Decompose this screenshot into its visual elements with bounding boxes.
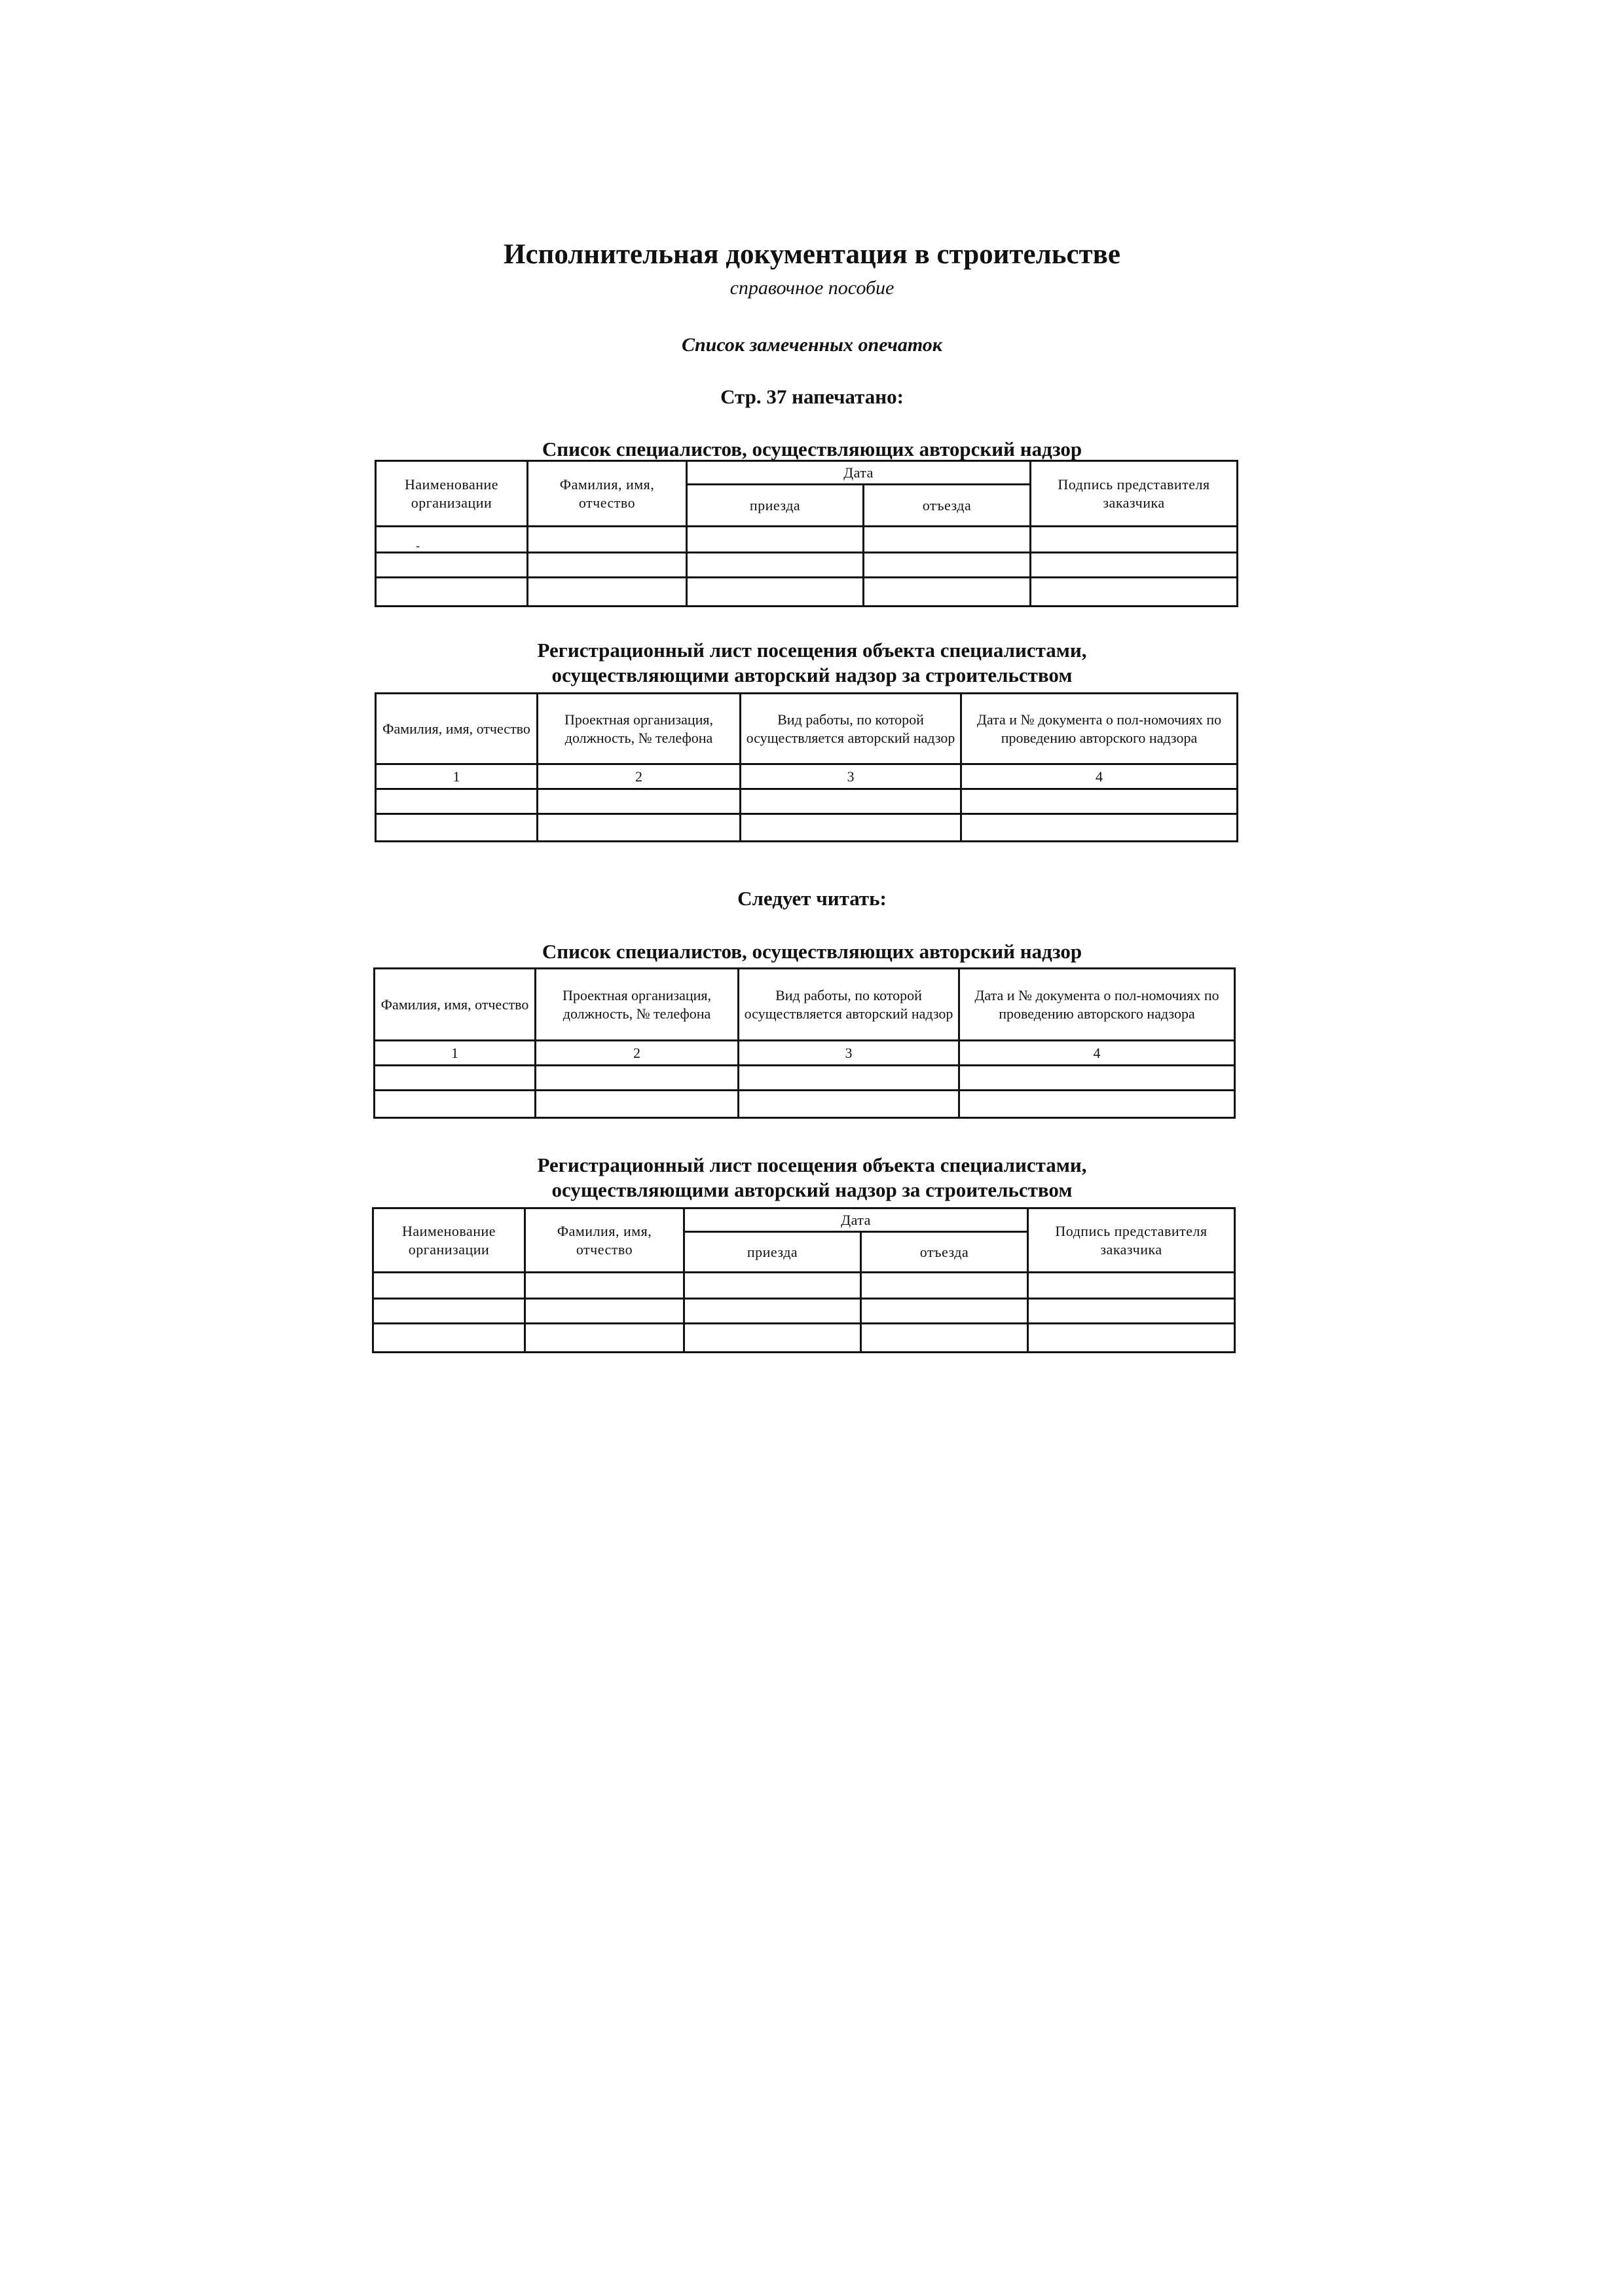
table3-specialists-correct — [373, 967, 1236, 1119]
table1-specialists-printed — [375, 460, 1238, 607]
header-arrival: приезда — [687, 485, 864, 527]
table-cell — [373, 1299, 525, 1324]
table-cell — [961, 789, 1238, 814]
table4-caption-line1: Регистрационный лист посещения объекта специалистами, — [537, 1153, 1087, 1176]
printed-heading: Стр. 37 напечатано: — [720, 385, 904, 408]
header-date: Дата — [684, 1208, 1028, 1232]
table-cell — [528, 553, 687, 578]
header-fio: Фамилия, имя, отчество — [375, 969, 536, 1041]
table-row — [375, 1066, 1235, 1091]
table-cell — [376, 789, 538, 814]
table-cell — [687, 527, 864, 553]
table4-registration-correct — [372, 1207, 1236, 1353]
header-fio: Фамилия, имя, отчество — [525, 1208, 684, 1273]
column-number: 2 — [536, 1041, 739, 1066]
table-cell — [864, 578, 1031, 607]
table2-caption-line2: осуществляющими авторский надзор за строительством — [551, 664, 1073, 686]
table-cell — [1031, 553, 1238, 578]
table-cell — [684, 1324, 861, 1353]
table-cell — [1031, 527, 1238, 553]
table-cell — [861, 1273, 1028, 1299]
table-cell — [741, 814, 961, 842]
table-cell — [536, 1066, 739, 1091]
column-number: 3 — [741, 764, 961, 789]
header-project-org: Проектная организация, должность, № телефона — [538, 694, 741, 764]
header-work-type: Вид работы, по которой осуществляется авторский надзор — [739, 969, 959, 1041]
table1-caption: Список специалистов, осуществляющих авторский надзор — [542, 438, 1082, 460]
table2-registration-printed — [375, 692, 1238, 842]
header-fio: Фамилия, имя, отчество — [376, 694, 538, 764]
table-cell — [538, 814, 741, 842]
table-cell — [684, 1299, 861, 1324]
column-number: 3 — [739, 1041, 959, 1066]
stray-mark: - — [416, 539, 420, 552]
header-fio: Фамилия, имя, отчество — [528, 461, 687, 527]
header-org: Наименование организации — [373, 1208, 525, 1273]
table-row — [375, 1091, 1235, 1118]
table-cell — [376, 814, 538, 842]
table-cell — [684, 1273, 861, 1299]
table-row — [376, 814, 1238, 842]
column-number: 1 — [376, 764, 538, 789]
correct-heading: Следует читать: — [737, 887, 887, 910]
table-cell — [376, 578, 528, 607]
table-cell — [959, 1091, 1235, 1118]
header-signature: Подпись представителя заказчика — [1028, 1208, 1235, 1273]
table-cell — [373, 1273, 525, 1299]
document-subtitle: справочное пособие — [729, 277, 895, 299]
header-project-org: Проектная организация, должность, № телефона — [536, 969, 739, 1041]
column-number: 4 — [959, 1041, 1235, 1066]
table-cell — [959, 1066, 1235, 1091]
table-cell — [1028, 1324, 1235, 1353]
table-cell — [376, 553, 528, 578]
column-number: 4 — [961, 764, 1238, 789]
table-cell — [861, 1299, 1028, 1324]
table-cell — [376, 527, 528, 553]
table-cell — [861, 1324, 1028, 1353]
table-cell — [1031, 578, 1238, 607]
table-row — [375, 1041, 1235, 1066]
table-row — [376, 553, 1238, 578]
table2-caption-line1: Регистрационный лист посещения объекта специалистами, — [537, 639, 1087, 662]
table-cell — [687, 578, 864, 607]
table-cell — [525, 1324, 684, 1353]
table-cell — [525, 1299, 684, 1324]
table-row — [373, 1324, 1235, 1353]
header-work-type: Вид работы, по которой осуществляется авторский надзор — [741, 694, 961, 764]
table-cell — [687, 553, 864, 578]
table3-caption: Список специалистов, осуществляющих авторский надзор — [542, 940, 1082, 963]
header-departure: отъезда — [861, 1232, 1028, 1273]
header-org: Наименование организации — [376, 461, 528, 527]
table-row — [376, 764, 1238, 789]
table-row — [376, 789, 1238, 814]
errata-heading: Список замеченных опечаток — [681, 334, 942, 356]
table-cell — [961, 814, 1238, 842]
table-cell — [525, 1273, 684, 1299]
header-arrival: приезда — [684, 1232, 861, 1273]
table-cell — [741, 789, 961, 814]
table-cell — [1028, 1273, 1235, 1299]
header-departure: отъезда — [864, 485, 1031, 527]
column-number: 2 — [538, 764, 741, 789]
header-signature: Подпись представителя заказчика — [1031, 461, 1238, 527]
table-cell — [1028, 1299, 1235, 1324]
table-cell — [739, 1091, 959, 1118]
table-cell — [864, 527, 1031, 553]
table-row — [373, 1299, 1235, 1324]
table4-caption-line2: осуществляющими авторский надзор за строительством — [551, 1178, 1073, 1201]
document-title: Исполнительная документация в строительстве — [504, 239, 1120, 270]
table-cell — [375, 1091, 536, 1118]
table-cell — [528, 578, 687, 607]
table-cell — [739, 1066, 959, 1091]
table-cell — [375, 1066, 536, 1091]
table-row — [376, 578, 1238, 607]
table-row — [376, 527, 1238, 553]
table-cell — [373, 1324, 525, 1353]
header-authority-doc: Дата и № документа о пол-номочиях по проведению авторского надзора — [959, 969, 1235, 1041]
table-cell — [864, 553, 1031, 578]
header-authority-doc: Дата и № документа о пол-номочиях по проведению авторского надзора — [961, 694, 1238, 764]
table-cell — [536, 1091, 739, 1118]
header-date: Дата — [687, 461, 1031, 485]
table-row — [373, 1273, 1235, 1299]
column-number: 1 — [375, 1041, 536, 1066]
table-cell — [538, 789, 741, 814]
table-cell — [528, 527, 687, 553]
